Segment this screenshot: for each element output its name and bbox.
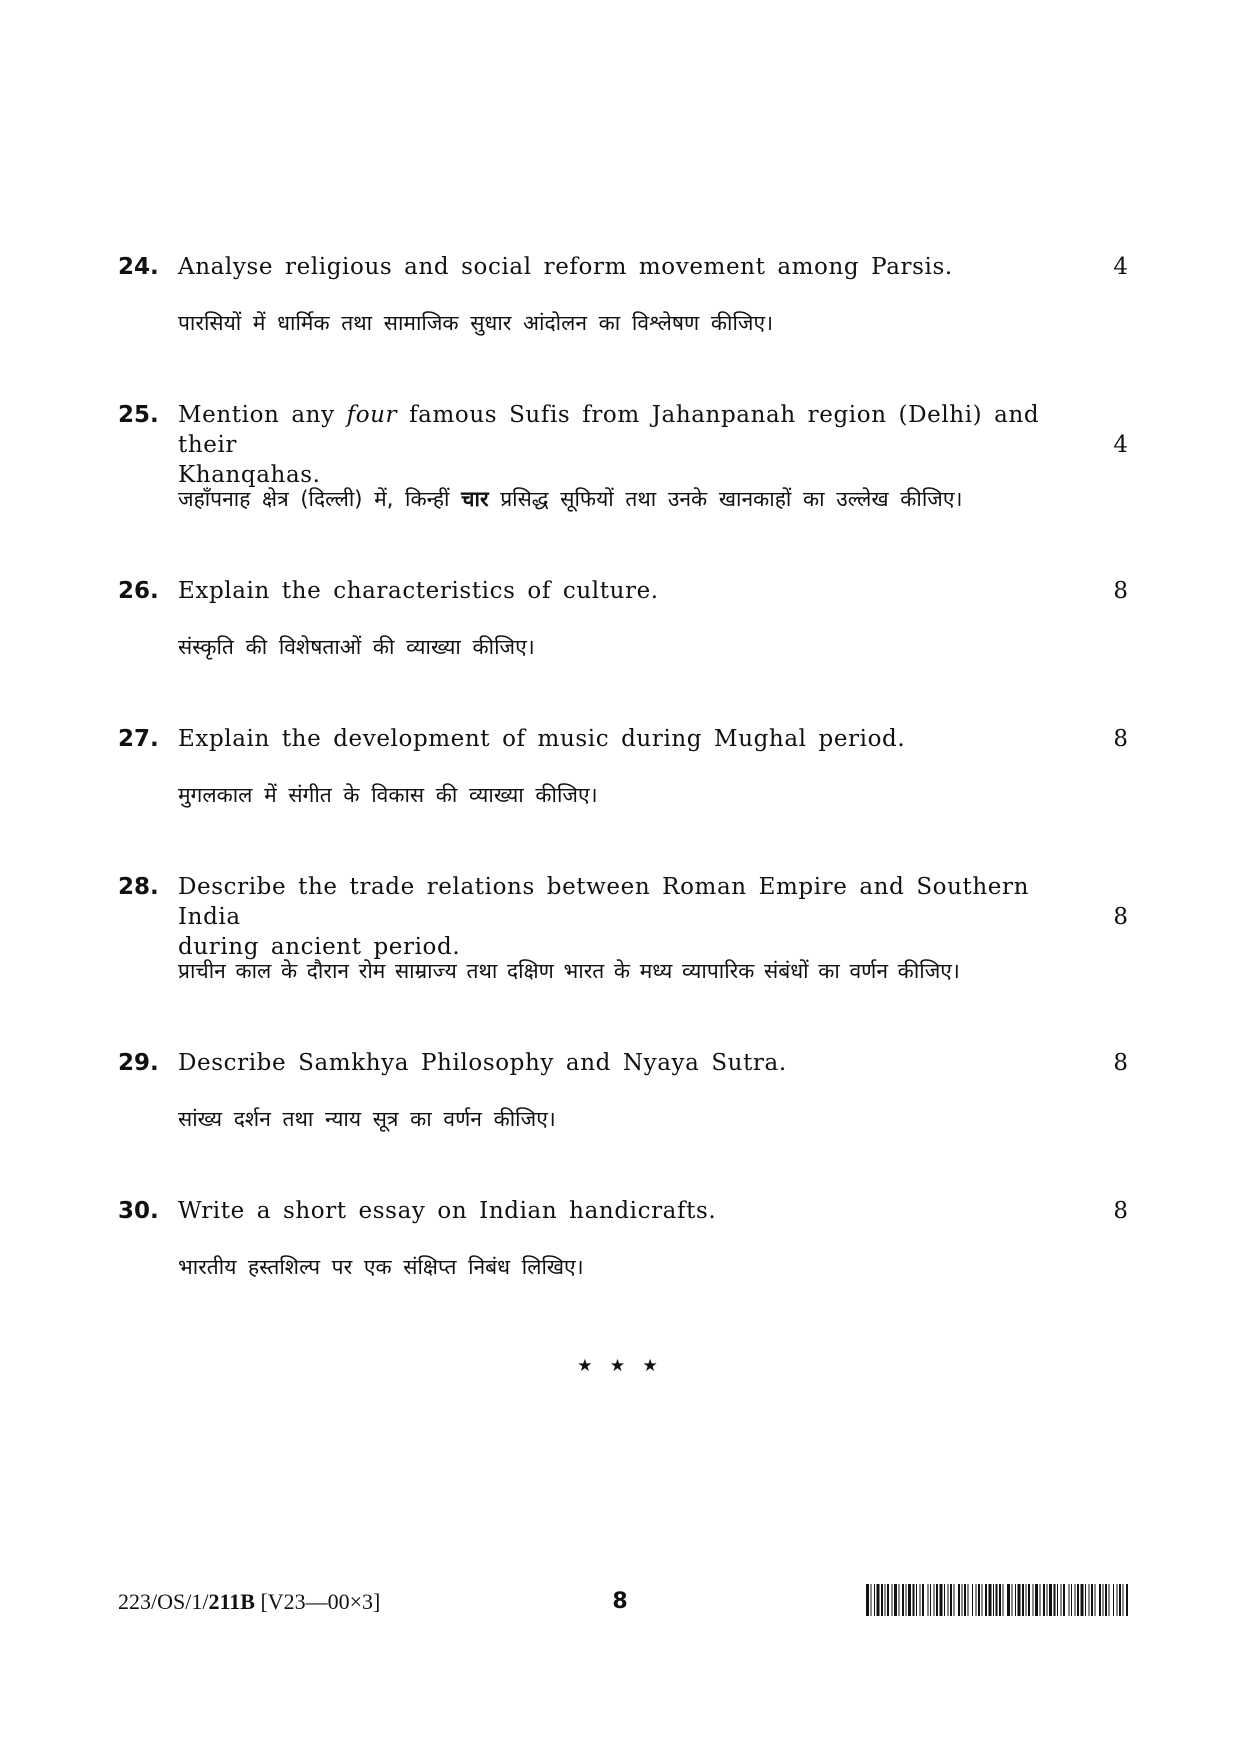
page-number: 8 (612, 1589, 628, 1614)
question-text-hindi: प्राचीन काल के दौरान रोम साम्राज्य तथा दक्षिण भारत के मध्य व्यापारिक संबंधों का वर्णन कीजिए। (178, 959, 960, 983)
question-text-part: जहाँपनाह क्षेत्र (दिल्ली) में, किन्हीं (178, 487, 462, 511)
question-number: 27. (118, 726, 159, 752)
question-marks: 8 (1113, 1050, 1128, 1076)
paper-code (118, 1588, 380, 1616)
question-text-part: Mention any (178, 402, 347, 428)
question-text-hindi: मुगलकाल में संगीत के विकास की व्याख्या कीजिए। (178, 783, 598, 807)
paper-code-suffix: [V23—00×3] (254, 1589, 381, 1614)
question-marks: 8 (1113, 1198, 1128, 1224)
question-number: 29. (118, 1050, 159, 1076)
question-text-part: famous Sufis from Jahanpanah region (Delhi) and their (178, 402, 1040, 458)
question-text-part: प्रसिद्ध सूफियों तथा उनके खानकाहों का उल्लेख कीजिए। (488, 487, 963, 511)
question-text-english: Write a short essay on Indian handicrafts. (178, 1198, 717, 1224)
question-text-hindi: पारसियों में धार्मिक तथा सामाजिक सुधार आंदोलन का विश्लेषण कीजिए। (178, 311, 774, 335)
question-text-english (178, 400, 1098, 490)
question-text-english: Describe Samkhya Philosophy and Nyaya Sutra. (178, 1050, 787, 1076)
question-number: 28. (118, 874, 159, 900)
question-marks: 4 (1113, 432, 1128, 458)
question-marks: 8 (1113, 578, 1128, 604)
question-marks: 4 (1113, 254, 1128, 280)
paper-code-prefix: 223/OS/1/ (118, 1589, 209, 1614)
question-text-part: Khanqahas. (178, 462, 321, 488)
question-text-english: Explain the characteristics of culture. (178, 578, 659, 604)
end-of-paper-marker: ★ ★ ★ (577, 1356, 664, 1376)
question-text-hindi: संस्कृति की विशेषताओं की व्याख्या कीजिए। (178, 635, 535, 659)
question-text-part: Describe the trade relations between Roman Empire and Southern India (178, 874, 1030, 930)
question-text-part: during ancient period. (178, 934, 461, 960)
barcode-icon (866, 1584, 1128, 1616)
paper-code-bold: 211B (208, 1589, 255, 1614)
question-marks: 8 (1113, 726, 1128, 752)
question-text-english: Analyse religious and social reform movement among Parsis. (178, 254, 953, 280)
question-text-hindi (178, 484, 1138, 514)
question-number: 25. (118, 402, 159, 428)
question-text-hindi: भारतीय हस्तशिल्प पर एक संक्षिप्त निबंध लिखिए। (178, 1255, 584, 1279)
question-text-hindi: सांख्य दर्शन तथा न्याय सूत्र का वर्णन कीजिए। (178, 1107, 556, 1131)
question-text-emphasis: four (346, 402, 398, 428)
question-text-english (178, 872, 1098, 962)
question-marks: 8 (1113, 904, 1128, 930)
question-number: 26. (118, 578, 159, 604)
question-text-english: Explain the development of music during Mughal period. (178, 726, 906, 752)
question-text-emphasis: चार (461, 487, 489, 511)
question-number: 24. (118, 254, 159, 280)
question-number: 30. (118, 1198, 159, 1224)
